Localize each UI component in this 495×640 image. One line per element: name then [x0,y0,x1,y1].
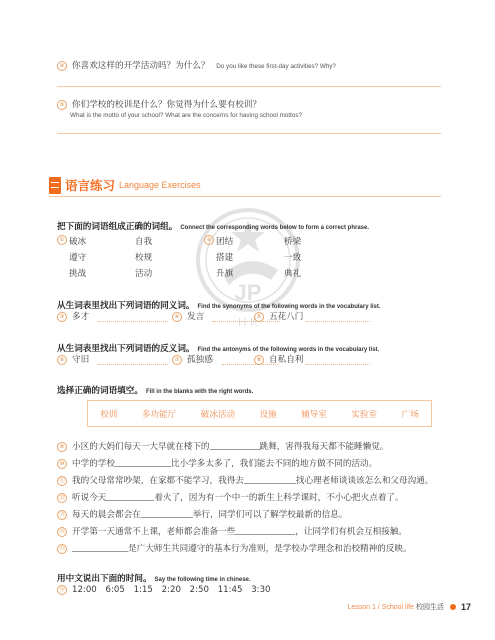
group1-num: ① [57,235,72,245]
question-5 [57,98,261,110]
section-header [49,176,201,194]
instruction-cn: 从生词表里找出下列词语的同义词。 [57,301,195,311]
word-bank-item: 实验室 [351,409,378,420]
group2-right-1: 桥梁 [284,237,302,247]
antonym-item-1: ⑥ 守旧 [57,353,89,365]
section-title-cn: 语言练习 [65,178,116,193]
section-rule [49,196,441,197]
instruction-ex4 [57,378,253,397]
time-item: 12:00 [72,585,97,595]
footer-lesson: Lesson 1 / School life [347,603,414,611]
instruction-cn: 用中文说出下面的时间。 [57,574,152,584]
synonym-item-2: ④ 发言 [172,310,204,322]
instruction-cn: 选择正确的词语填空。 [57,386,143,396]
word-bank-item: 设施 [259,409,277,420]
divider [57,86,441,87]
question-number: ④ [57,61,67,71]
sentence-11: ⑪ 我的父母常常吵架，在家都不能学习，我得去 找心理老师谈谈该怎么和父母沟通。 [57,474,433,486]
sentence-10: ⑩ 中学的学校 比小学多太多了，我们能去不同的地方做不同的活动。 [57,457,377,469]
word-bank-item: 校训 [100,409,118,420]
time-item: 11:45 [217,585,243,595]
word-bank-item: 破冰活动 [200,409,236,420]
sentence-13: ⑬ 每天的晨会都会在 举行，同学们可以了解学校最新的信息。 [57,508,347,520]
group2-right-2: 一致 [284,253,302,263]
question-en: Do you like these first-day activities? Why? [216,63,336,70]
time-item: 2:20 [161,585,181,595]
page-footer [347,602,471,612]
group1-left-2: 遵守 [69,253,87,263]
question-cn: 你喜欢这样的开学活动吗？为什么？ [72,61,210,71]
instruction-ex2 [57,293,381,312]
word-bank-item: 广场 [401,409,419,420]
page-number: 17 [460,602,471,612]
answer-blank[interactable] [72,551,128,552]
instruction-en: Find the synonyms of the following words in the vocabulary list. [197,304,381,310]
synonym-item-1: ③ 多才 [57,310,89,322]
instruction-ex1 [57,214,369,233]
watermark-letters: JP [234,280,262,305]
group1-left-1: 破冰 [69,237,87,247]
group1-left-3: 挑战 [69,269,87,279]
notebook-icon [49,177,61,194]
antonym-item-2: ⑦ 孤独感 [172,353,213,365]
sentence-9: ⑨ 小区的大妈们每天一大早就在楼下的 跳舞，害得我每天都不能睡懒觉。 [57,440,388,452]
answer-blank[interactable] [244,483,296,484]
answer-blank[interactable] [306,364,370,365]
instruction-cn: 从生词表里找出下列词语的反义词。 [57,344,195,354]
word-bank [87,400,432,427]
group1-right-3: 活动 [135,269,153,279]
synonym-item-3: ⑤ 五花八门 [254,310,303,322]
word-bank-item: 多功能厅 [141,409,177,420]
instruction-en: Connect the corresponding words below to form a correct phrase. [180,225,370,231]
time-list: ⑯ 12:00 6:05 1:15 2:20 2:50 11:45 3:30 [57,585,271,595]
answer-blank[interactable] [115,466,171,467]
answer-blank[interactable] [106,500,154,501]
group2-num: ② [204,235,219,245]
time-item: 3:30 [251,585,271,595]
word-bank-item: 辅导室 [301,409,327,420]
time-item: 6:05 [105,585,125,595]
group1-right-1: 自我 [135,237,153,247]
sentence-15: ⑮ 是广大师生共同遵守的基本行为准则，是学校办学理念和治校精神的反映。 [57,542,412,554]
group2-left-2: 搭建 [216,253,234,263]
question-number: ⑤ [57,100,67,110]
instruction-ex3 [57,336,379,355]
answer-blank[interactable] [210,449,260,450]
answer-blank[interactable] [235,534,295,535]
instruction-en: Find the antonyms of the following words in the vocabulary list. [197,347,380,353]
answer-blank[interactable] [98,321,168,322]
group2-left-1: 团结 [216,237,234,247]
group2-right-3: 典礼 [284,269,302,279]
instruction-en: Say the following time in chinese. [154,577,251,583]
divider [57,133,441,134]
instruction-ex5 [57,566,251,585]
footer-title: 校园生活 [415,603,444,611]
question-en: What is the motto of your school? What are the concerns for having school mottos? [70,112,303,119]
group1-right-2: 校规 [135,253,153,263]
sentence-14: ⑭ 开学第一天通常不上课，老师都会准备一些 ，让同学们有机会互相接触。 [57,525,407,537]
instruction-en: Fill in the blanks with the right words. [145,389,254,395]
section-title-en: Language Exercises [119,180,201,190]
sentence-12: ⑫ 听说今天 着火了，因为有一个中一的新生上科学课时，不小心把火点着了。 [57,491,404,503]
time-item: 2:50 [189,585,209,595]
question-cn: 你们学校的校训是什么？你觉得为什么要有校训？ [72,100,262,110]
answer-blank[interactable] [141,517,193,518]
time-item: 1:15 [133,585,153,595]
answer-blank[interactable] [306,321,370,322]
question-4 [57,59,336,71]
footer-dot-icon [450,604,456,610]
watermark-sub: H K [237,315,259,329]
group2-left-3: 升旗 [216,269,234,279]
antonym-item-3: ⑧ 自私自利 [254,353,303,365]
answer-blank[interactable] [98,364,168,365]
instruction-cn: 把下面的词语组成正确的词组。 [57,222,178,232]
